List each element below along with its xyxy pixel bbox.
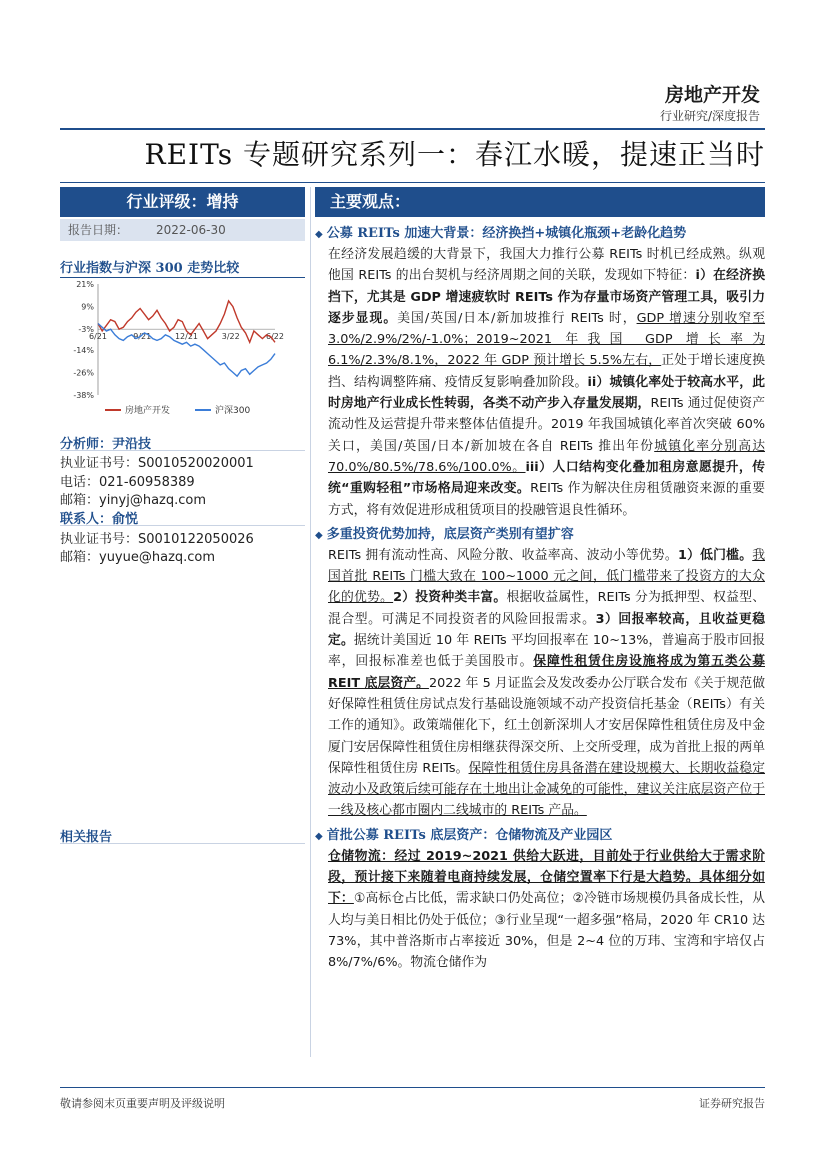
- index-comparison-chart: [60, 280, 305, 420]
- analyst-email[interactable]: 邮箱：yinyj@hazq.com: [60, 493, 207, 508]
- text-run: 在经济发展趋缓的大背景下，我国大力推行公募 REITs 时机已经成熟。纵观他国 REITs 的出台契机与经济周期之间的关联，发现如下特征：: [328, 247, 765, 284]
- analyst-cert: 执业证书号：S0010520020001: [60, 456, 254, 471]
- y-tick-label: -26%: [73, 368, 94, 378]
- bullet-heading-text: 公募 REITs 加速大背景：经济换挡+城镇化瓶颈+老龄化趋势: [326, 226, 687, 241]
- bullet-heading: [315, 222, 765, 241]
- bullet-heading-text: 首批公募 REITs 底层资产：仓储物流及产业园区: [326, 827, 613, 843]
- text-run: REITs 作为解决住房租赁融资来源的重要方式，将有效促进形成租赁项目的投融管退良性循环。: [328, 481, 765, 518]
- text-run-bold: ii）城镇化率处于较高水平，此时房地产行业成长性转弱，各类不动产步入存量发展期，: [328, 374, 765, 412]
- text-run: 据统计美国近 10 年 REITs 平均回报率在 10~13%，普遍高于股市回报率，回报标准差也低于美国股市。: [328, 633, 765, 670]
- related-reports-heading: 相关报告: [60, 830, 113, 845]
- contact-divider: [60, 525, 305, 526]
- main-points-heading-text: 主要观点：: [330, 192, 411, 211]
- x-tick-label: 12/21: [174, 332, 199, 342]
- footer-disclaimer: 敬请参阅末页重要声明及评级说明: [60, 1097, 225, 1110]
- text-run-bold: 1）低门槛。: [677, 547, 753, 563]
- bullet-heading-text: 多重投资优势加持，底层资产类别有望扩容: [326, 526, 574, 542]
- report-type: 行业研究/深度报告: [659, 109, 760, 123]
- text-run: ①高标仓占比低，需求缺口仍处高位；②冷链市场规模仍具备成长性，从人均与美日相比仍处于低位；③行业呈现“一超多强”格局，2020 年 CR10 达 73%，其中普洛斯市占率接近 30%，但是 2~4 位的万玮、宝湾和宇培仅占 8%/7%/6%。物流仓储作为: [328, 891, 765, 971]
- text-run: 根据收益属性，REITs 分为抵押型、权益型、混合型。可满足不同投资者的风险回报需求。: [328, 590, 766, 627]
- x-tick-label: 6/21: [89, 332, 107, 342]
- y-tick-label: -14%: [73, 345, 94, 355]
- footer-label: 证券研究报告: [699, 1097, 765, 1110]
- contact-email[interactable]: 邮箱：yuyue@hazq.com: [60, 550, 216, 565]
- text-run-bold-underline: 保障性租赁住房设施将成为第五类公募 REIT 底层资产。: [328, 654, 766, 691]
- text-run-underline: 我国首批 REITs 门槛大致在 100~1000 元之间，低门槛带来了投资方的大众化的优势。: [328, 547, 766, 606]
- related-divider: [60, 843, 305, 844]
- bullet-icon: ◆: [315, 229, 323, 240]
- footer-divider: [60, 1087, 765, 1088]
- legend-label: 沪深300: [215, 406, 251, 416]
- y-tick-label: 9%: [81, 302, 94, 312]
- text-run: 2022 年 5 月证监会及发改委办公厅联合发布《关于规范做好保障性租赁住房试点发行基础设施领域不动产投资信托基金（REITs）有关工作的通知》。政策端催化下，红土创新深圳人才安居保障性租赁住房及中金厦门安居保障性租赁住房相继获得深交所、上交所受理，成为首批上报的两单保障性租赁住房 REITs。: [328, 675, 765, 776]
- x-tick-label: 3/22: [221, 332, 240, 342]
- report-title: REITs 专题研究系列一：春江水暖，提速正当时: [144, 138, 765, 171]
- analyst-heading: 分析师：尹沿技: [60, 437, 152, 452]
- text-run-underline: 保障性租赁住房具备潜在建设规模大、长期收益稳定波动小及政策后续可能存在土地出让金减免的可能性，建议关注底层资产位于一线及核心都市圈内二线城市的 REITs 产品。: [328, 760, 765, 819]
- report-category: 房地产开发: [664, 84, 760, 106]
- header-divider: [60, 128, 765, 130]
- main-points-heading: [315, 187, 765, 217]
- contact-heading: 联系人：俞悦: [60, 512, 139, 527]
- paragraph-background: [328, 244, 765, 521]
- analyst-divider: [60, 450, 305, 451]
- column-divider: [310, 187, 311, 1057]
- text-run: 正处于增长速度换挡、结构调整阵痛、疫情反复影响叠加阶段。: [328, 353, 765, 390]
- text-run-underline: 城镇化率分别高达 70.0%/80.5%/78.6%/100.0%。: [328, 438, 765, 475]
- analyst-phone: 电话：021-60958389: [60, 475, 195, 490]
- title-divider: [60, 182, 765, 183]
- text-run-bold: i）在经济换挡下，尤其是 GDP 增速疲软时 REITs 作为存量市场资产管理工具，吸引力逐步显现。: [328, 268, 765, 326]
- x-tick-label: 6/22: [266, 332, 284, 342]
- x-tick-label: 9/21: [133, 332, 152, 342]
- bullet-icon: ◆: [315, 529, 323, 541]
- paragraph-advantages: [328, 545, 765, 822]
- text-run-bold: 2）投资种类丰富。: [393, 590, 507, 606]
- text-run: REITs 通过促使资产流动性及运营提升带来整体估值提升。2019 年我国城镇化率首次突破 60%关口，美国/英国/日本/新加坡在各自 REITs 推出年份: [328, 396, 766, 454]
- report-date-label: 报告日期：: [68, 223, 129, 237]
- report-date-row: [60, 219, 305, 241]
- industry-rating: 行业评级：增持: [60, 187, 305, 217]
- y-tick-label: -38%: [73, 391, 94, 400]
- bullet-heading: [315, 824, 765, 843]
- text-run: 美国/英国/日本/新加坡推行 REITs 时，: [397, 310, 637, 326]
- y-tick-label: 21%: [76, 280, 94, 289]
- text-run-bold: iii）人口结构变化叠加租房意愿提升，传统“重购轻租”市场格局迎来改变。: [328, 459, 765, 497]
- contact-cert: 执业证书号：S0010122050026: [60, 532, 254, 547]
- bullet-icon: ◆: [315, 830, 323, 842]
- text-run-underline: GDP 增速分别收窄至 3.0%/2.9%/2%/-1.0%；2019~2021 年我国 GDP 增长率为 6.1%/2.3%/8.1%，2022 年 GDP 预计增长 5.5%左右，: [328, 310, 766, 369]
- report-date-value: 2022-06-30: [156, 223, 226, 237]
- text-run-bold-underline: 仓储物流：经过 2019~2021 供给大跃进，目前处于行业供给大于需求阶段，预计接下来随着电商持续发展，仓储空置率下行是大趋势。具体细分如下：: [328, 848, 765, 907]
- text-run-bold: 3）回报率较高，且收益更稳定。: [328, 611, 766, 649]
- text-run: REITs 拥有流动性高、风险分散、收益率高、波动小等优势。: [328, 547, 678, 563]
- main-points-body: [315, 220, 765, 974]
- chart-title: 行业指数与沪深 300 走势比较: [60, 261, 240, 276]
- paragraph-warehouse: [328, 846, 765, 974]
- bullet-heading: [315, 523, 765, 542]
- y-tick-label: -3%: [78, 325, 94, 335]
- chart-title-divider: [60, 277, 305, 278]
- legend-label: 房地产开发: [125, 406, 171, 416]
